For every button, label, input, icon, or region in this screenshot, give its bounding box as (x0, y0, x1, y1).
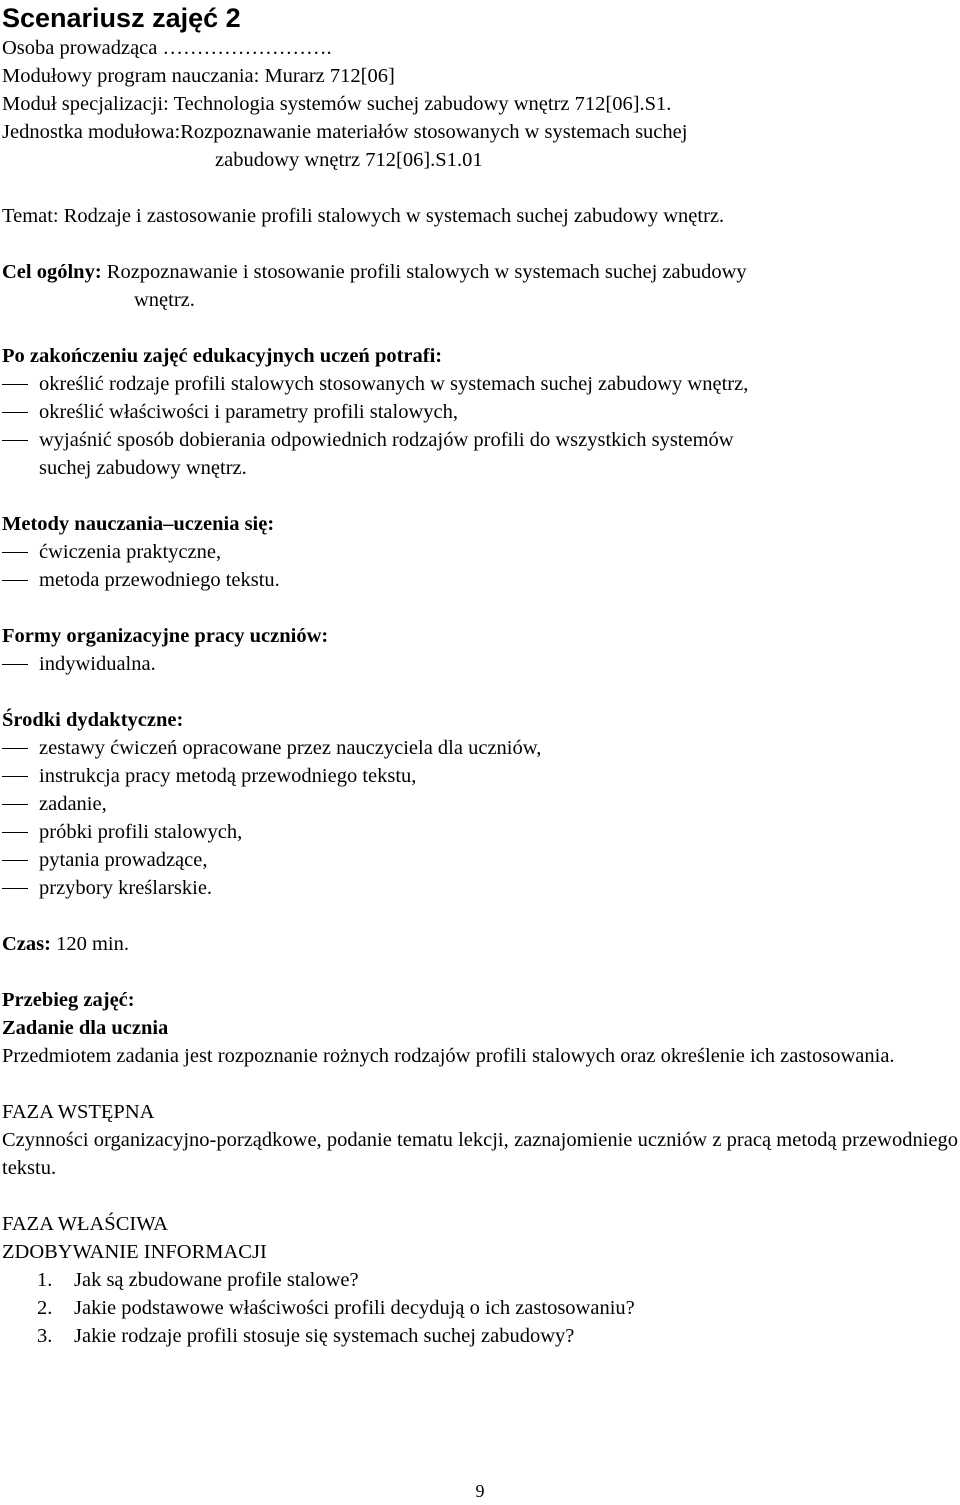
przebieg-heading: Przebieg zajęć: (2, 989, 135, 1011)
srodki-list (2, 734, 958, 902)
faza-wstepna-text: Czynności organizacyjno-porządkowe, podanie tematu lekcji, zaznajomienie uczniów z pracą metodą przewodniego tekstu. (2, 1129, 958, 1179)
faza-wstepna-heading: FAZA WSTĘPNA (2, 1101, 155, 1123)
list-item: próbki profili stalowych, (2, 818, 958, 846)
jednostka-label: Jednostka modułowa: (2, 121, 181, 143)
modul-label: Moduł specjalizacji: (2, 93, 169, 115)
czas-label: Czas: (2, 933, 51, 955)
czas-value: 120 min. (56, 933, 129, 955)
temat: Temat: Rodzaje i zastosowanie profili stalowych w systemach suchej zabudowy wnętrz. (2, 205, 725, 227)
osoba-prowadzaca: Osoba prowadząca ……………………. (2, 37, 332, 59)
question-number: 1. (37, 1269, 53, 1291)
question-item (2, 1322, 958, 1350)
question-number: 2. (37, 1297, 53, 1319)
list-item: metoda przewodniego tekstu. (2, 566, 958, 594)
jednostka-line (2, 118, 958, 146)
faza-wlasciwa-heading: FAZA WŁAŚCIWA (2, 1213, 169, 1235)
program-line (2, 62, 958, 90)
jednostka-value: Rozpoznawanie materiałów stosowanych w systemach suchej (180, 121, 688, 143)
question-number: 3. (37, 1325, 53, 1347)
list-item-continued: suchej zabudowy wnętrz. (39, 457, 247, 479)
zadanie-text: Przedmiotem zadania jest rozpoznanie rożnych rodzajów profili stalowych oraz określenie ich zastosowania. (2, 1045, 895, 1067)
question-text: Jakie podstawowe właściwości profili decydują o ich zastosowaniu? (74, 1297, 635, 1319)
list-item: ćwiczenia praktyczne, (2, 538, 958, 566)
list-item: instrukcja pracy metodą przewodniego tekstu, (2, 762, 958, 790)
cel-text-continued: wnętrz. (134, 289, 195, 311)
formy-heading: Formy organizacyjne pracy uczniów: (2, 625, 329, 647)
po-zakonczeniu-list (2, 370, 958, 454)
document-page (2, 0, 958, 1350)
questions-list (2, 1266, 958, 1350)
zdobywanie-informacji-heading: ZDOBYWANIE INFORMACJI (2, 1241, 267, 1263)
modul-value: Technologia systemów suchej zabudowy wnętrz 712[06].S1. (173, 93, 672, 115)
question-item (2, 1266, 958, 1294)
page-number: 9 (475, 1481, 485, 1501)
list-item: pytania prowadzące, (2, 846, 958, 874)
question-text: Jakie rodzaje profili stosuje się systemach suchej zabudowy? (74, 1325, 575, 1347)
list-item: wyjaśnić sposób dobierania odpowiednich rodzajów profili do wszystkich systemów (2, 426, 958, 454)
list-item: określić właściwości i parametry profili stalowych, (2, 398, 958, 426)
program-value: Murarz 712[06] (264, 65, 395, 87)
program-label: Modułowy program nauczania: (2, 65, 260, 87)
list-item: zadanie, (2, 790, 958, 818)
metody-heading: Metody nauczania–uczenia się: (2, 513, 275, 535)
srodki-heading: Środki dydaktyczne: (2, 709, 184, 731)
cel-text: Rozpoznawanie i stosowanie profili stalowych w systemach suchej zabudowy (106, 261, 747, 283)
list-item: przybory kreślarskie. (2, 874, 958, 902)
modul-line (2, 90, 958, 118)
jednostka-value-continued: zabudowy wnętrz 712[06].S1.01 (215, 149, 483, 171)
page-title: Scenariusz zajęć 2 (2, 3, 241, 33)
czas (2, 930, 958, 958)
list-item: zestawy ćwiczeń opracowane przez nauczyciela dla uczniów, (2, 734, 958, 762)
zadanie-heading: Zadanie dla ucznia (2, 1017, 169, 1039)
metody-list (2, 538, 958, 594)
list-item: określić rodzaje profili stalowych stosowanych w systemach suchej zabudowy wnętrz, (2, 370, 958, 398)
cel-ogolny (2, 258, 958, 286)
formy-list (2, 650, 958, 678)
question-item (2, 1294, 958, 1322)
po-zakonczeniu-heading: Po zakończeniu zajęć edukacyjnych uczeń potrafi: (2, 345, 443, 367)
question-text: Jak są zbudowane profile stalowe? (74, 1269, 359, 1291)
cel-label: Cel ogólny: (2, 261, 102, 283)
list-item: indywidualna. (2, 650, 958, 678)
